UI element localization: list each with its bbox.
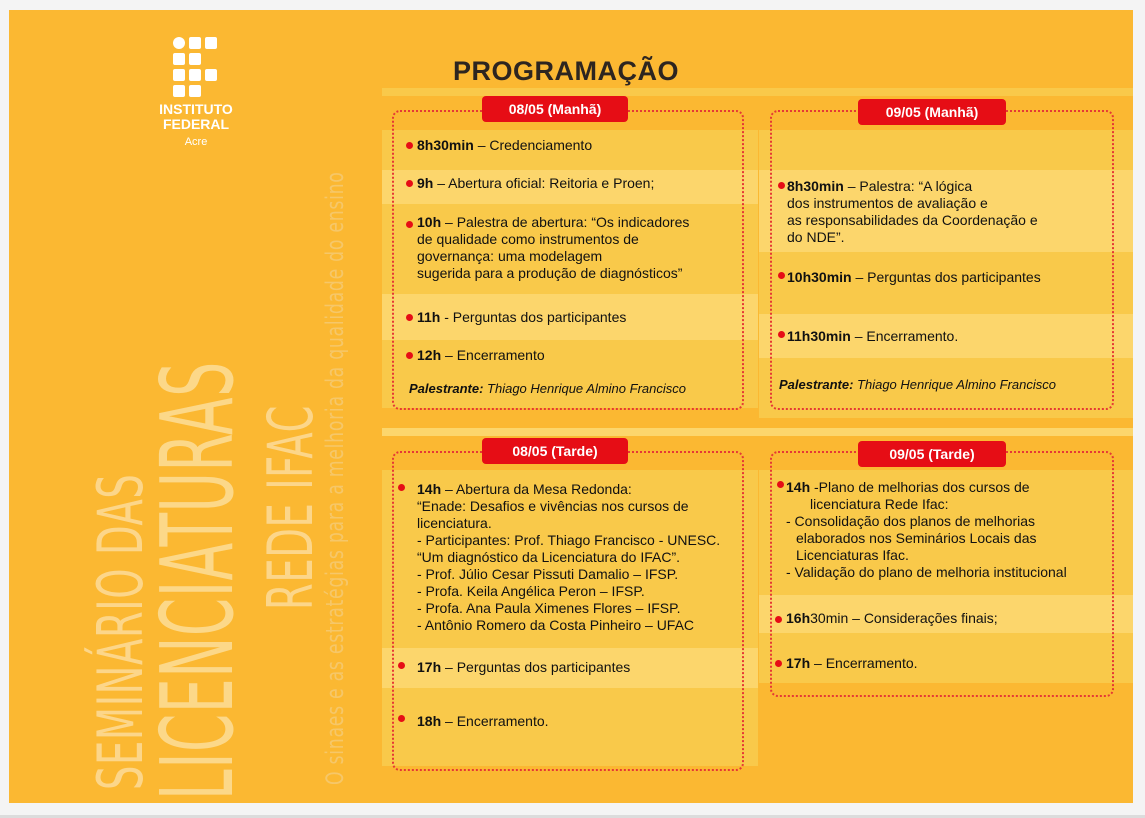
- if-logo-icon: [173, 37, 217, 101]
- bullet-icon: [778, 182, 785, 189]
- bullet-icon: [406, 142, 413, 149]
- schedule-item: 16h30min – Considerações finais;: [786, 610, 998, 626]
- vertical-title-line3: REDE IFAC: [254, 404, 327, 610]
- schedule-item: 17h – Perguntas dos participantes: [417, 659, 631, 675]
- speaker-credit: Palestrante: Thiago Henrique Almino Francisco: [779, 377, 1056, 392]
- logo-text-line2: FEDERAL: [162, 116, 230, 132]
- schedule-item: 12h – Encerramento: [417, 347, 545, 363]
- schedule-item: 9h – Abertura oficial: Reitoria e Proen;: [417, 175, 655, 191]
- schedule-item: 18h – Encerramento.: [417, 713, 549, 729]
- schedule-item: 8h30min – Credenciamento: [417, 137, 593, 153]
- schedule-item: 14h -Plano de melhorias dos cursos de licenciatura Rede Ifac: - Consolidação dos planos de melhorias elaborados nos Seminários Locais das Licenciaturas Ifac. - Validação do plano de melhoria institucional: [786, 479, 1067, 580]
- vertical-tagline: O sinaes e as estratégias para a melhoria da qualidade do ensino: [321, 171, 349, 786]
- date-tab-0805-afternoon: 08/05 (Tarde): [482, 438, 628, 464]
- bullet-icon: [406, 314, 413, 321]
- decor-band: [382, 428, 1133, 436]
- bullet-icon: [398, 715, 405, 722]
- schedule-item: 10h – Palestra de abertura: “Os indicadores de qualidade como instrumentos de governança: uma modelagem sugerida para a produção de diagnósticos”: [417, 214, 690, 281]
- bullet-icon: [777, 481, 784, 488]
- bullet-icon: [406, 221, 413, 228]
- bullet-icon: [778, 272, 785, 279]
- schedule-item: 11h30min – Encerramento.: [787, 328, 959, 344]
- event-poster: [9, 10, 1133, 803]
- bullet-icon: [778, 331, 785, 338]
- bullet-icon: [775, 616, 782, 623]
- schedule-item: 10h30min – Perguntas dos participantes: [787, 269, 1041, 285]
- schedule-item: 14h – Abertura da Mesa Redonda: “Enade: Desafios e vivências nos cursos de licenciatura. - Participantes: Prof. Thiago Francisco - UNESC. “Um diagnóstico da Licenciatura do IFAC”. - Prof. Júlio Cesar Pissuti Damalio – IFSP. - Profa. Keila Angélica Peron – IFSP. - Profa. Ana Paula Ximenes Flores – IFSP. - Antônio Romero da Costa Pinheiro – UFAC: [417, 481, 721, 633]
- date-tab-0905-afternoon: 09/05 (Tarde): [858, 441, 1006, 467]
- vertical-title-line1: SEMINÁRIO DAS: [84, 473, 157, 790]
- date-tab-0805-morning: 08/05 (Manhã): [482, 96, 628, 122]
- logo-text-line3: Acre: [184, 136, 208, 148]
- page-title: PROGRAMAÇÃO: [453, 56, 679, 86]
- schedule-item: 17h – Encerramento.: [786, 655, 918, 671]
- bullet-icon: [775, 660, 782, 667]
- bullet-icon: [406, 352, 413, 359]
- speaker-credit: Palestrante: Thiago Henrique Almino Francisco: [409, 381, 686, 396]
- schedule-item: 11h - Perguntas dos participantes: [417, 309, 627, 325]
- bullet-icon: [406, 180, 413, 187]
- schedule-box-0905-morning: [770, 110, 1114, 410]
- vertical-title-line2: LICENCIATURAS: [139, 361, 256, 800]
- schedule-item: 8h30min – Palestra: “A lógica dos instrumentos de avaliação e as responsabilidades da Coordenação e do NDE”.: [787, 178, 1038, 245]
- date-tab-0905-morning: 09/05 (Manhã): [858, 99, 1006, 125]
- bullet-icon: [398, 662, 405, 669]
- logo-text-line1: INSTITUTO: [159, 101, 233, 117]
- decor-band: [382, 88, 1133, 96]
- bullet-icon: [398, 484, 405, 491]
